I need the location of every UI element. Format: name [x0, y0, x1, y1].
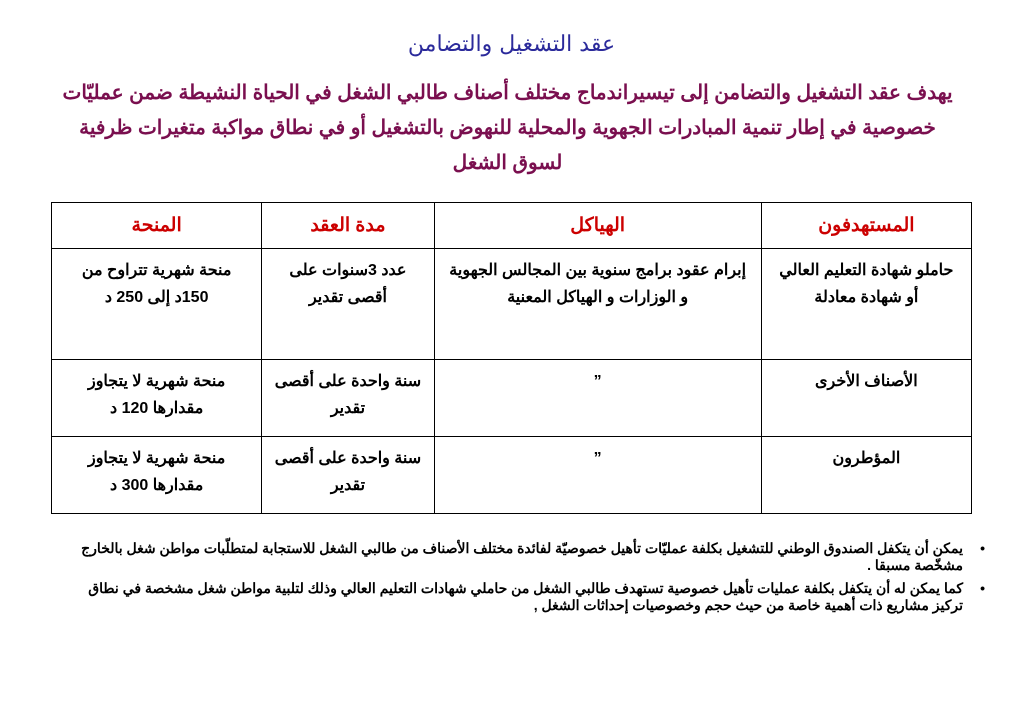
- cell-duration: عدد 3سنوات على أقصى تقدير: [262, 249, 434, 360]
- list-item: [60, 580, 985, 614]
- cell-beneficiaries: الأصناف الأخرى: [761, 360, 971, 437]
- header-duration: مدة العقد: [262, 203, 434, 249]
- table-row: [52, 249, 972, 360]
- table-row: [52, 360, 972, 437]
- cell-structures: ”: [434, 437, 761, 514]
- list-item: [60, 540, 985, 574]
- cell-grant: منحة شهرية لا يتجاوز مقدارها 300 د: [52, 437, 262, 514]
- bullet-icon: •: [980, 540, 985, 556]
- note-text: يمكن أن يتكفل الصندوق الوطني للتشغيل بكلفة عمليّات تأهيل خصوصيّة لفائدة مختلف الأصناف من طالبي الشغل للاستجابة لمتطلّبات مواطن شغل بالخارج مشخّصة مسبقا .: [81, 540, 963, 573]
- cell-structures: ”: [434, 360, 761, 437]
- header-grant: المنحة: [52, 203, 262, 249]
- bullet-icon: •: [980, 580, 985, 596]
- cell-duration: سنة واحدة على أقصى تقدير: [262, 437, 434, 514]
- notes-list: [60, 540, 985, 620]
- table-header-row: [52, 203, 972, 249]
- contract-table-container: [51, 202, 972, 514]
- contract-table: [51, 202, 972, 514]
- table-row: [52, 437, 972, 514]
- cell-grant: منحة شهرية لا يتجاوز مقدارها 120 د: [52, 360, 262, 437]
- cell-beneficiaries: المؤطرون: [761, 437, 971, 514]
- cell-beneficiaries: حاملو شهادة التعليم العالي أو شهادة معادلة: [761, 249, 971, 360]
- header-structures: الهياكل: [434, 203, 761, 249]
- note-text: كما يمكن له أن يتكفل بكلفة عمليات تأهيل خصوصية تستهدف طالبي الشغل من حاملي شهادات التعليم العالي وذلك لتلبية مواطن شغل مشخصة في نطاق تركيز مشاريع ذات أهمية خاصة من حيث حجم وخصوصيات إحداثات الشغل ,: [88, 580, 963, 613]
- header-beneficiaries: المستهدفون: [761, 203, 971, 249]
- cell-structures: إبرام عقود برامج سنوية بين المجالس الجهوية و الوزارات و الهياكل المعنية: [434, 249, 761, 360]
- cell-duration: سنة واحدة على أقصى تقدير: [262, 360, 434, 437]
- cell-grant: منحة شهرية تتراوح من 150د إلى 250 د: [52, 249, 262, 360]
- intro-paragraph: يهدف عقد التشغيل والتضامن إلى تيسيراندماج مختلف أصناف طالبي الشغل في الحياة النشيطة ضمن عمليّات خصوصية في إطار تنمية المبادرات الجهوية والمحلية للنهوض بالتشغيل أو في نطاق مواكبة متغيرات ظرفية لسوق الشغل: [62, 82, 953, 174]
- page-title: عقد التشغيل والتضامن: [407, 32, 616, 57]
